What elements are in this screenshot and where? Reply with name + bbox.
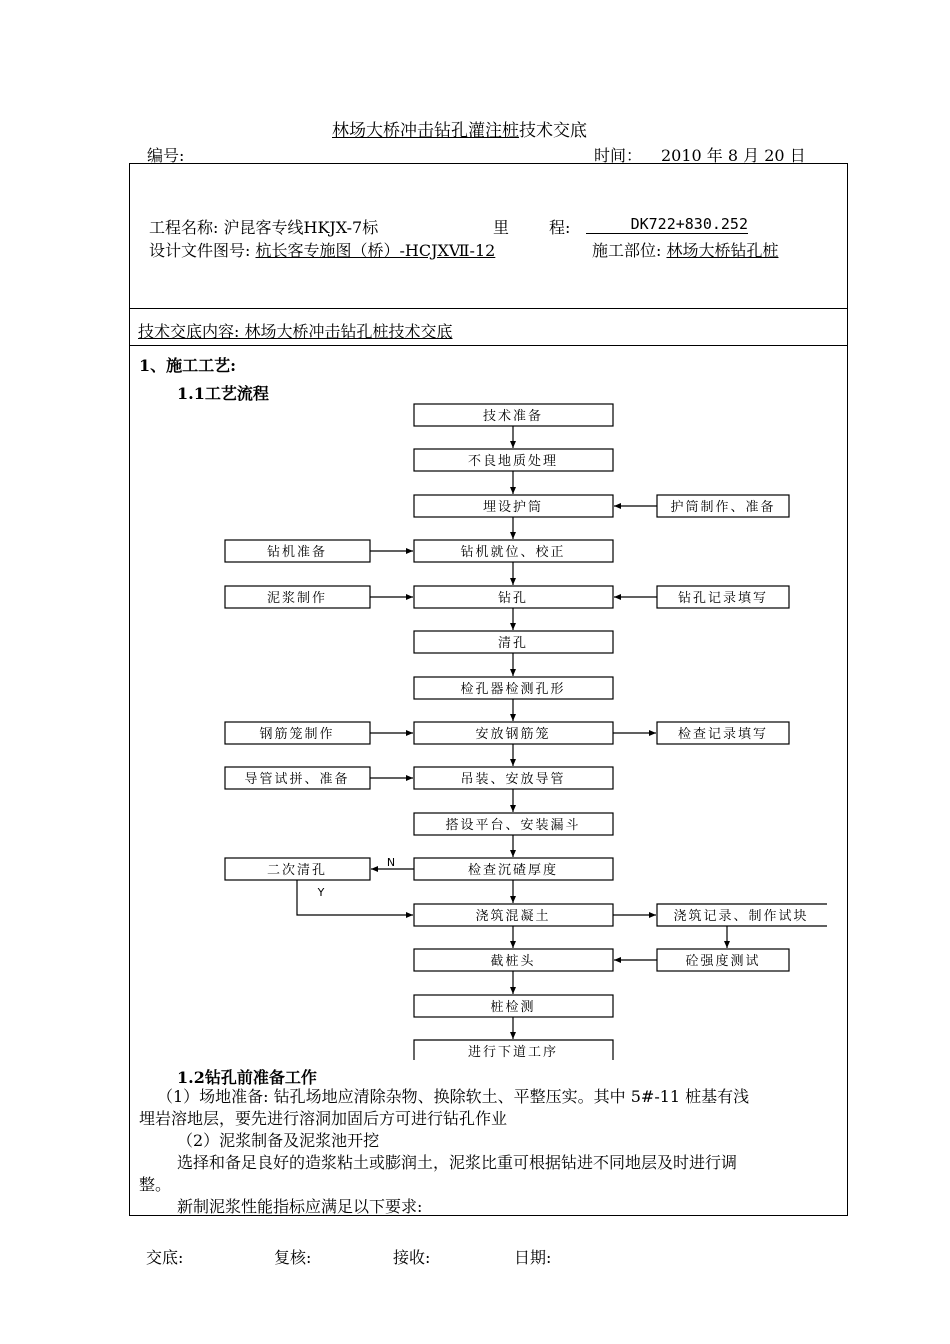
- flow-text-main-2: 埋设护筒: [482, 500, 544, 515]
- flow-text-main-5: 清孔: [497, 636, 529, 651]
- time-value: 2010 年 8 月 20 日: [661, 146, 806, 165]
- section12-p1-line2: 埋岩溶地层，要先进行溶洞加固后方可进行钻孔作业: [139, 1109, 508, 1128]
- time-label: 时间：: [594, 146, 643, 165]
- site-label: 施工部位:: [592, 241, 667, 260]
- number-label: 编号:: [147, 146, 185, 165]
- flow-text-main-6: 检孔器检测孔形: [460, 682, 566, 697]
- mileage-label-2: 程:: [549, 218, 571, 237]
- section1-sub1: 1.1工艺流程: [177, 384, 269, 403]
- content-value: 林场大桥冲击钻孔桩技术交底: [244, 322, 453, 341]
- flow-text-cage-prep: 钢筋笼制作: [259, 727, 335, 742]
- footer-date: 日期:: [514, 1248, 552, 1267]
- flow-text-second-clean: 二次清孔: [266, 863, 328, 878]
- project-value: 沪昆客专线HKJX-7标: [223, 218, 379, 237]
- flow-text-main-0: 技术准备: [482, 409, 544, 424]
- flow-text-main-9: 搭设平台、安装漏斗: [445, 818, 581, 833]
- flow-text-pipe-prep: 导管试拼、准备: [244, 772, 350, 787]
- section1-heading: 1、施工工艺:: [139, 356, 237, 375]
- design-label: 设计文件图号:: [149, 241, 256, 260]
- flow-flag-no: N: [386, 856, 396, 869]
- footer-review: 复核:: [274, 1248, 312, 1267]
- flow-flag-yes: Y: [317, 886, 325, 899]
- flow-text-casing-prep: 护筒制作、准备: [670, 500, 776, 515]
- title-rest: 技术交底: [519, 121, 587, 141]
- flow-text-main-3: 钻机就位、校正: [460, 545, 566, 560]
- flow-text-main-8: 吊装、安放导管: [460, 772, 566, 787]
- section12-p1-line1: （1）场地准备: 钻孔场地应清除杂物、换除软土、平整压实。其中 5#-11 桩基有浅: [157, 1087, 750, 1106]
- flow-text-pour-record: 浇筑记录、制作试块: [673, 909, 809, 924]
- footer-handover: 交底:: [146, 1248, 184, 1267]
- mileage-value: DK722+830.252: [586, 215, 748, 234]
- content-label: 技术交底内容:: [138, 322, 245, 341]
- section12-p2: （2）泥浆制备及泥浆池开挖: [177, 1131, 380, 1150]
- flow-text-main-10: 检查沉碴厚度: [467, 863, 559, 878]
- section12-p3-line2: 整。: [139, 1175, 172, 1194]
- flow-text-mud-prep: 泥浆制作: [266, 591, 328, 606]
- design-value: 杭长客专施图（桥）-HCJXⅦ-12: [255, 241, 496, 260]
- title-underlined: 林场大桥冲击钻孔灌注桩: [332, 121, 519, 141]
- mileage-label-1: 里: [493, 218, 510, 237]
- flow-text-drill-record: 钻孔记录填写: [677, 591, 769, 606]
- flow-text-main-1: 不良地质处理: [467, 454, 559, 469]
- flow-text-rig-prep: 钻机准备: [266, 545, 328, 560]
- flow-text-main-4: 钻孔: [497, 591, 529, 606]
- flow-text-main-13: 桩检测: [490, 1000, 536, 1015]
- flow-text-main-12: 截桩头: [490, 954, 536, 969]
- flow-text-check-record: 检查记录填写: [677, 727, 769, 742]
- flow-text-main-11: 浇筑混凝土: [475, 909, 551, 924]
- section12-p3-line1: 选择和备足良好的造浆粘土或膨润土，泥浆比重可根据钻进不同地层及时进行调: [177, 1153, 738, 1172]
- section12-heading: 1.2钻孔前准备工作: [177, 1068, 317, 1087]
- flow-text-main-14: 进行下道工序: [467, 1045, 559, 1060]
- section12-p4: 新制泥浆性能指标应满足以下要求:: [177, 1197, 423, 1216]
- project-label: 工程名称:: [149, 218, 224, 237]
- flow-text-main-7: 安放钢筋笼: [475, 727, 551, 742]
- footer-receive: 接收:: [393, 1248, 431, 1267]
- site-value: 林场大桥钻孔桩: [666, 241, 779, 260]
- flow-text-strength: 砼强度测试: [685, 954, 761, 969]
